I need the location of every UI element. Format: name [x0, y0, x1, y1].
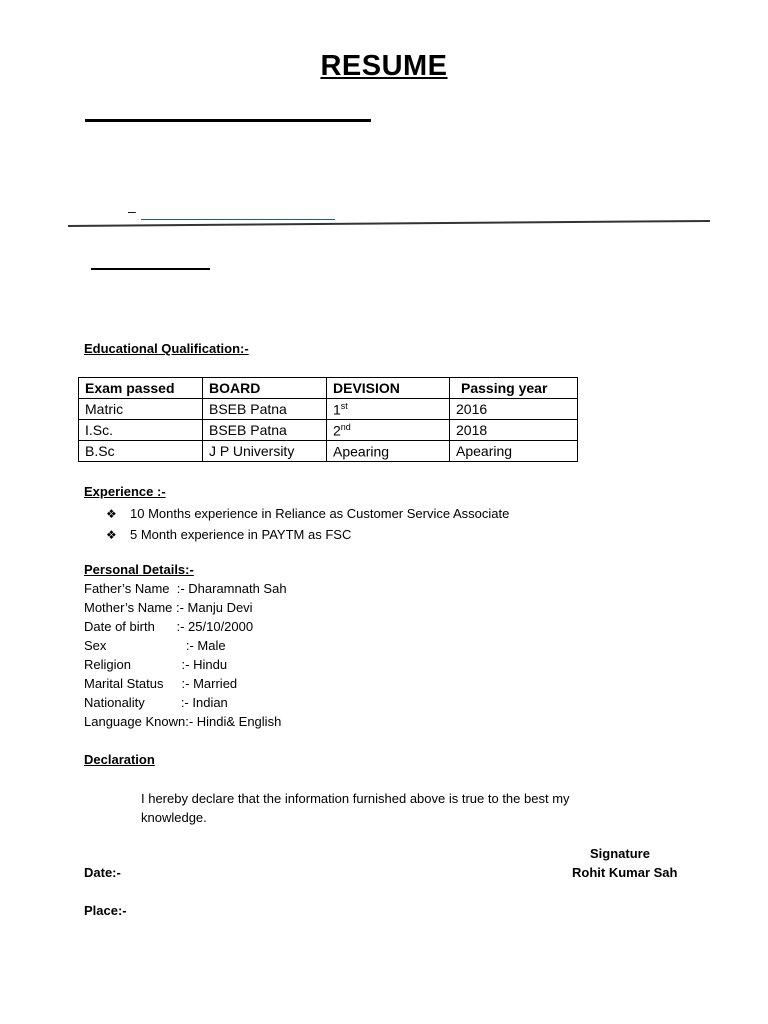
col-exam-header: Exam passed [79, 378, 203, 399]
contact-dash: – [128, 203, 136, 219]
education-heading: Educational Qualification:- [84, 341, 249, 356]
experience-list [106, 503, 509, 545]
signature-label: Signature [590, 846, 650, 861]
exam-cell: Matric [79, 399, 203, 420]
personal-heading: Personal Details:- [84, 562, 194, 577]
exam-cell: B.Sc [79, 441, 203, 462]
board-cell: J P University [203, 441, 327, 462]
table-row [79, 441, 578, 462]
date-label: Date:- [84, 865, 121, 880]
declaration-text: I hereby declare that the information furnished above is true to the best my knowledge. [141, 791, 570, 825]
experience-heading: Experience :- [84, 484, 166, 499]
objective-underline [91, 268, 210, 270]
education-table [78, 377, 578, 462]
year-cell: Apearing [450, 441, 578, 462]
mothers-name: Mother’s Name :- Manju Devi [84, 600, 253, 615]
signature-name: Rohit Kumar Sah [572, 865, 678, 880]
page-title: RESUME [320, 50, 448, 82]
col-year-header: Passing year [450, 378, 578, 399]
diamond-bullet-icon: ❖ [106, 527, 117, 542]
header-divider [68, 220, 710, 227]
division-cell: Apearing [327, 441, 450, 462]
religion: Religion :- Hindu [84, 657, 228, 672]
col-division-header: DEVISION [327, 378, 450, 399]
exam-cell: I.Sc. [79, 420, 203, 441]
date-of-birth: Date of birth :- 25/10/2000 [84, 619, 254, 634]
year-cell: 2016 [450, 399, 578, 420]
declaration-heading: Declaration [84, 752, 155, 767]
marital-status: Marital Status :- Married [84, 676, 238, 691]
table-header-row [79, 378, 578, 399]
board-cell: BSEB Patna [203, 399, 327, 420]
place-label: Place:- [84, 903, 127, 918]
fathers-name: Father’s Name :- Dharamnath Sah [84, 581, 287, 596]
sex: Sex :- Male [84, 638, 226, 653]
board-cell: BSEB Patna [203, 420, 327, 441]
table-row [79, 420, 578, 441]
list-item: ❖ 5 Month experience in PAYTM as FSC [106, 527, 352, 542]
nationality: Nationality :- Indian [84, 695, 228, 710]
division-cell: 1st [327, 399, 450, 420]
year-cell: 2018 [450, 420, 578, 441]
email-link-underline[interactable] [141, 219, 335, 220]
list-item: ❖ 10 Months experience in Reliance as Customer Service Associate [106, 506, 510, 521]
name-underline [85, 119, 371, 122]
diamond-bullet-icon: ❖ [106, 506, 117, 521]
col-board-header: BOARD [203, 378, 327, 399]
division-cell: 2nd [327, 420, 450, 441]
language-known: Language Known:- Hindi& English [84, 714, 282, 729]
table-row [79, 399, 578, 420]
